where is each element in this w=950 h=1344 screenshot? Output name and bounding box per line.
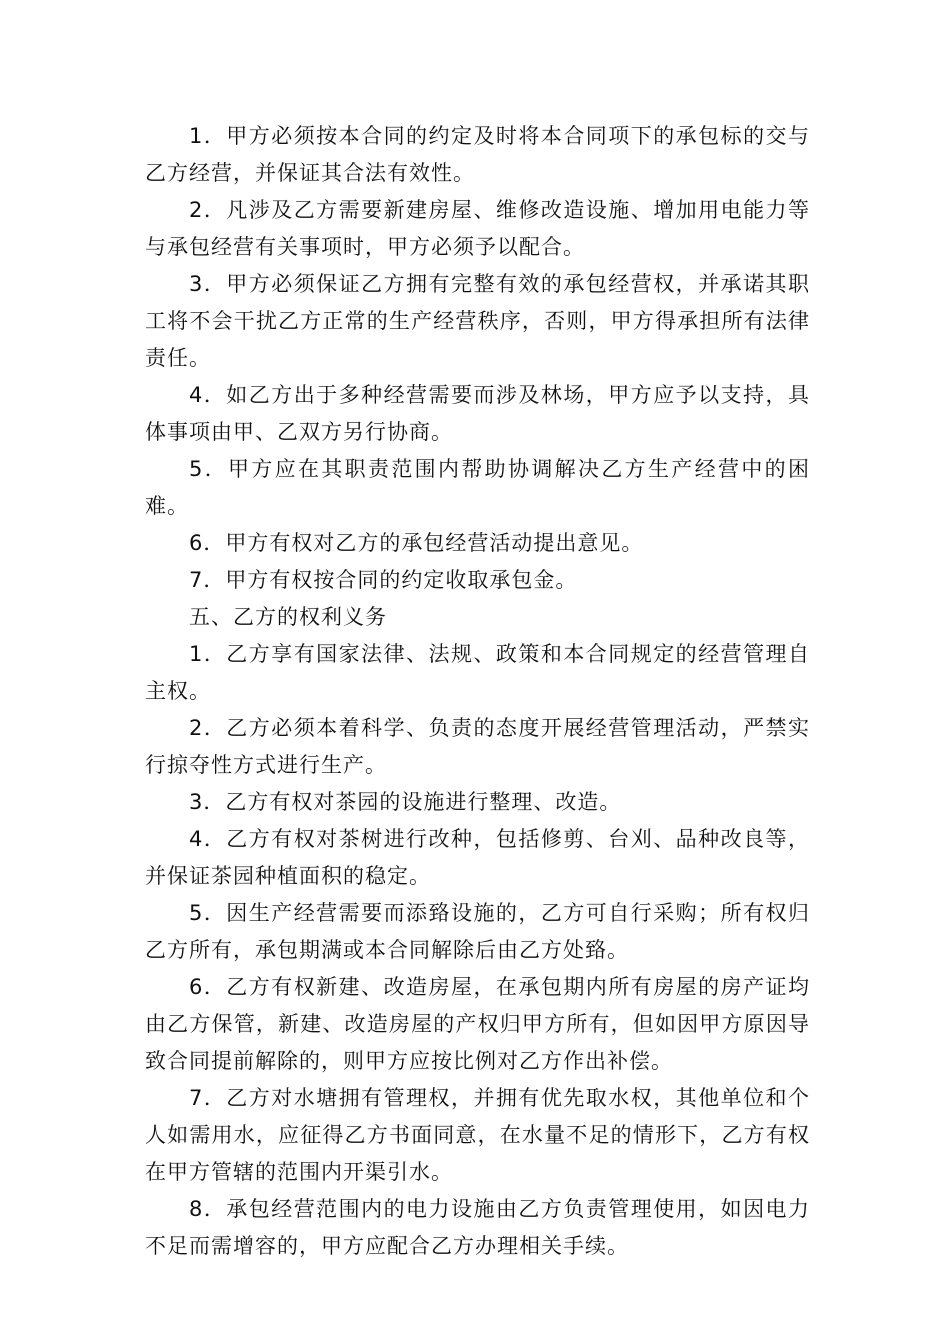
clause-party-a-1: 1．甲方必须按本合同的约定及时将本合同项下的承包标的交与乙方经营，并保证其合法有效性。 xyxy=(145,124,810,185)
clause-party-b-1: 1．乙方享有国家法律、法规、政策和本合同规定的经营管理自主权。 xyxy=(145,642,810,703)
clause-party-a-3: 3．甲方必须保证乙方拥有完整有效的承包经营权，并承诺其职工将不会干扰乙方正常的生产经营秩序，否则，甲方得承担所有法律责任。 xyxy=(145,272,810,370)
clause-party-b-3: 3．乙方有权对茶园的设施进行整理、改造。 xyxy=(189,790,622,814)
clause-party-a-7: 7．甲方有权按合同的约定收取承包金。 xyxy=(189,568,578,592)
clause-party-b-4: 4．乙方有权对茶树进行改种，包括修剪、台刈、品种改良等，并保证茶园种植面积的稳定。 xyxy=(145,827,810,888)
clause-party-b-6: 6．乙方有权新建、改造房屋，在承包期内所有房屋的房产证均由乙方保管，新建、改造房屋的产权归甲方所有，但如因甲方原因导致合同提前解除的，则甲方应按比例对乙方作出补偿。 xyxy=(145,975,810,1073)
clause-party-b-5: 5．因生产经营需要而添臵设施的，乙方可自行采购；所有权归乙方所有，承包期满或本合同解除后由乙方处臵。 xyxy=(145,901,810,962)
section-heading-party-b: 五、乙方的权利义务 xyxy=(189,605,387,629)
clause-party-a-2: 2．凡涉及乙方需要新建房屋、维修改造设施、增加用电能力等与承包经营有关事项时，甲方必须予以配合。 xyxy=(145,198,810,259)
clause-party-b-8: 8．承包经营范围内的电力设施由乙方负责管理使用，如因电力不足而需增容的，甲方应配合乙方办理相关手续。 xyxy=(145,1197,810,1258)
clause-party-a-4: 4．如乙方出于多种经营需要而涉及林场，甲方应予以支持，具体事项由甲、乙双方另行协商。 xyxy=(145,383,810,444)
clause-party-b-7: 7．乙方对水塘拥有管理权，并拥有优先取水权，其他单位和个人如需用水，应征得乙方书面同意，在水量不足的情形下，乙方有权在甲方管辖的范围内开渠引水。 xyxy=(145,1086,810,1184)
document-body xyxy=(145,118,810,1265)
clause-party-b-2: 2．乙方必须本着科学、负责的态度开展经营管理活动，严禁实行掠夺性方式进行生产。 xyxy=(145,716,810,777)
clause-party-a-5: 5．甲方应在其职责范围内帮助协调解决乙方生产经营中的困难。 xyxy=(145,457,810,518)
clause-party-a-6: 6．甲方有权对乙方的承包经营活动提出意见。 xyxy=(189,531,644,555)
